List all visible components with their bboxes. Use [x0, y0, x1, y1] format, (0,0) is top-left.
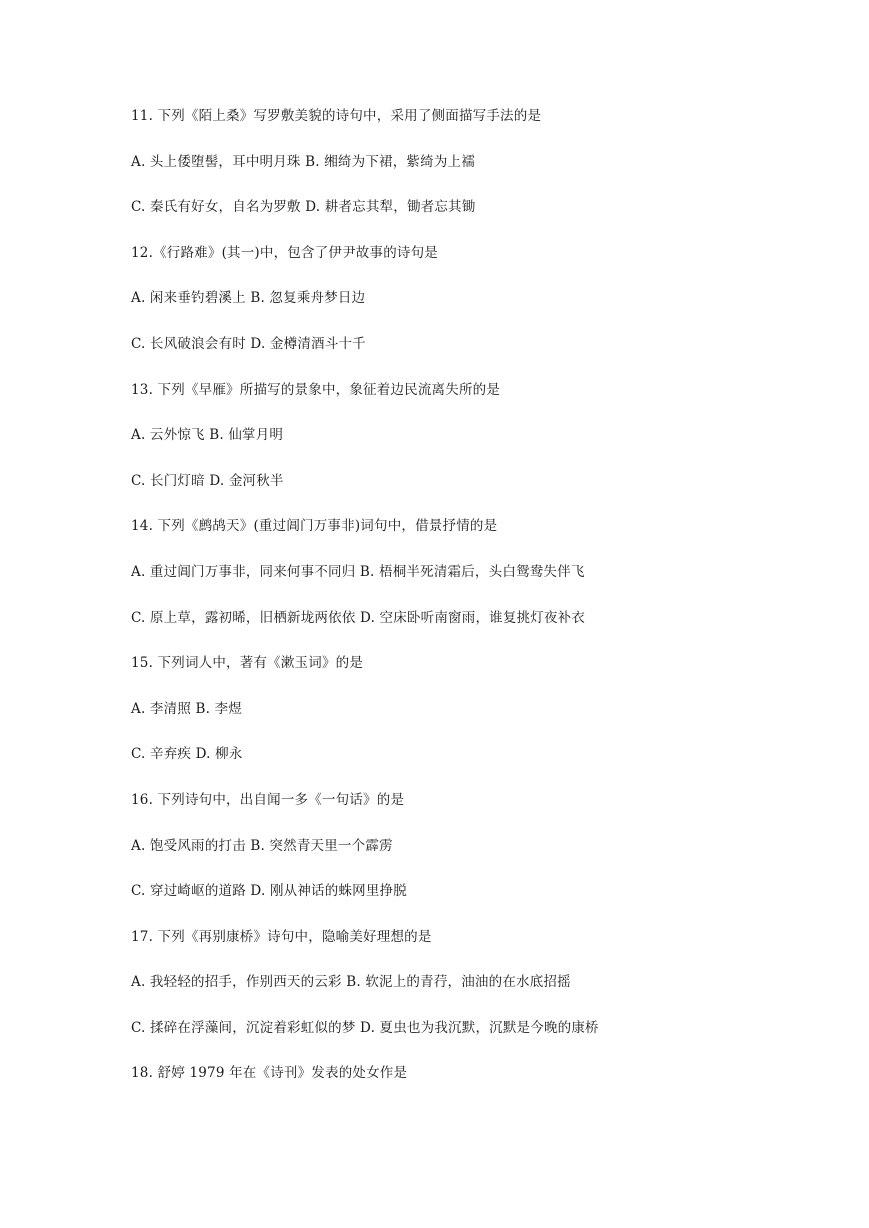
question-15-options-cd: C. 辛弃疾 D. 柳永	[131, 746, 243, 763]
question-16-options-cd: C. 穿过崎岖的道路 D. 刚从神话的蛛网里挣脱	[131, 883, 407, 900]
question-13-stem: 13. 下列《早雁》所描写的景象中，象征着边民流离失所的是	[131, 381, 501, 398]
question-12-stem: 12.《行路难》(其一)中，包含了伊尹故事的诗句是	[131, 244, 439, 261]
question-17-stem: 17. 下列《再别康桥》诗句中，隐喻美好理想的是	[131, 928, 432, 945]
question-12-options-cd: C. 长风破浪会有时 D. 金樽清酒斗十千	[131, 335, 366, 352]
question-15-stem: 15. 下列词人中，著有《漱玉词》的是	[131, 655, 364, 672]
question-11-options-cd: C. 秦氏有好女，自名为罗敷 D. 耕者忘其犁，锄者忘其锄	[131, 199, 476, 216]
question-14-stem: 14. 下列《鹧鸪天》(重过阊门万事非)词句中，借景抒情的是	[131, 518, 498, 535]
question-18-stem: 18. 舒婷 1979 年在《诗刊》发表的处女作是	[131, 1065, 408, 1082]
question-15-options-ab: A. 李清照 B. 李煜	[131, 700, 243, 717]
question-11-stem: 11. 下列《陌上桑》写罗敷美貌的诗句中，采用了侧面描写手法的是	[131, 108, 542, 124]
question-17-options-ab: A. 我轻轻的招手，作别西天的云彩 B. 软泥上的青荇，油油的在水底招摇	[131, 974, 571, 991]
question-13-options-ab: A. 云外惊飞 B. 仙掌月明	[131, 427, 284, 444]
question-14-options-cd: C. 原上草，露初晞，旧栖新垅两依依 D. 空床卧听南窗雨，谁复挑灯夜补衣	[131, 609, 586, 626]
question-14-options-ab: A. 重过阊门万事非，同来何事不同归 B. 梧桐半死清霜后，头白鸳鸯失伴飞	[131, 563, 585, 580]
question-16-stem: 16. 下列诗句中，出自闻一多《一句话》的是	[131, 791, 405, 808]
question-13-options-cd: C. 长门灯暗 D. 金河秋半	[131, 472, 284, 489]
question-16-options-ab: A. 饱受风雨的打击 B. 突然青天里一个霹雳	[131, 837, 393, 854]
question-11-options-ab: A. 头上倭堕髻，耳中明月珠 B. 缃绮为下裙，紫绮为上襦	[131, 153, 475, 170]
question-12-options-ab: A. 闲来垂钓碧溪上 B. 忽复乘舟梦日边	[131, 290, 366, 307]
question-17-options-cd: C. 揉碎在浮藻间，沉淀着彩虹似的梦 D. 夏虫也为我沉默，沉默是今晚的康桥	[131, 1019, 599, 1036]
document-page	[131, 104, 831, 1107]
